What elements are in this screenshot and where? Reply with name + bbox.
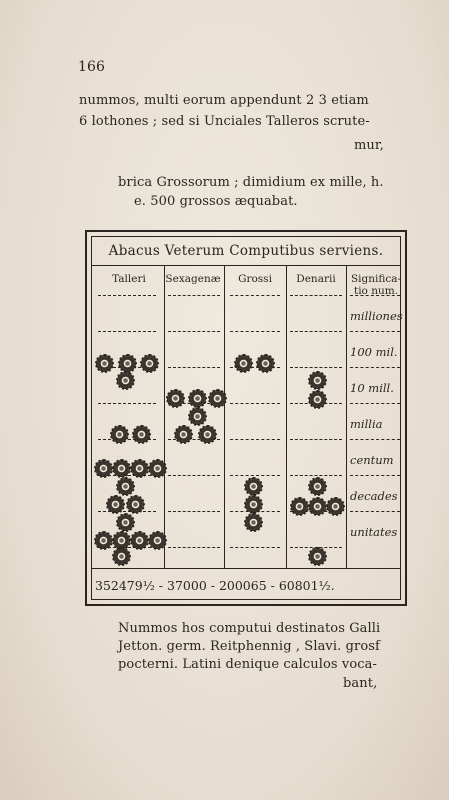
col-divider: [286, 265, 287, 569]
abacus-counter-icon: [132, 461, 147, 476]
row-label-centum: centum: [350, 453, 394, 467]
abacus-counter-icon: [128, 497, 143, 512]
abacus-line: [350, 403, 400, 404]
abacus-line: [290, 367, 342, 368]
text-line-5: e. 500 grossos æquabat.: [134, 194, 298, 209]
abacus-counter-icon: [310, 549, 325, 564]
abacus-line: [98, 403, 156, 404]
col-header-sexagenae: Sexagenæ: [165, 273, 221, 285]
abacus-line: [230, 331, 280, 332]
abacus-line: [350, 475, 400, 476]
abacus-counter-icon: [310, 479, 325, 494]
abacus-counter-icon: [120, 356, 135, 371]
abacus-line: [230, 295, 280, 296]
abacus-counter-icon: [96, 461, 111, 476]
abacus-counter-icon: [134, 427, 149, 442]
abacus-line: [230, 475, 280, 476]
abacus-counter-icon: [150, 461, 165, 476]
col-divider: [164, 265, 165, 569]
abacus-totals: 352479½ - 37000 - 200065 - 60801½.: [95, 578, 335, 593]
abacus-line: [168, 295, 220, 296]
abacus-counter-icon: [310, 373, 325, 388]
abacus-counter-icon: [114, 549, 129, 564]
col-header-denarii: Denarii: [296, 273, 336, 285]
col-divider: [346, 265, 347, 569]
abacus-counter-icon: [168, 391, 183, 406]
row-label-10mill: 10 mill.: [350, 381, 394, 395]
abacus-line: [290, 439, 342, 440]
totals-rule: [92, 568, 400, 569]
abacus-line: [168, 547, 220, 548]
col-header-significatio: Significa-tio num.: [350, 273, 402, 297]
abacus-counter-icon: [258, 356, 273, 371]
abacus-counter-icon: [246, 497, 261, 512]
abacus-line: [350, 439, 400, 440]
abacus-line: [230, 547, 280, 548]
text-line-1: nummos, multi eorum appendunt 2 3 etiam: [79, 93, 369, 108]
abacus-counter-icon: [246, 479, 261, 494]
row-label-millia: millia: [350, 417, 383, 431]
abacus-counter-icon: [108, 497, 123, 512]
abacus-line: [350, 295, 400, 296]
abacus-line: [168, 511, 220, 512]
abacus-counter-icon: [114, 461, 129, 476]
abacus-line: [290, 331, 342, 332]
text-line-9: bant,: [343, 676, 378, 691]
abacus-inner: [91, 236, 401, 600]
abacus-counter-icon: [236, 356, 251, 371]
text-line-2: 6 lothones ; sed si Unciales Talleros scrute-: [79, 114, 370, 129]
abacus-counter-icon: [96, 533, 111, 548]
abacus-counter-icon: [190, 391, 205, 406]
abacus-counter-icon: [310, 392, 325, 407]
abacus-title: Abacus Veterum Computibus serviens.: [108, 243, 384, 259]
text-line-4: brica Grossorum ; dimidium ex mille, h.: [118, 175, 384, 190]
abacus-line: [350, 511, 400, 512]
abacus-counter-icon: [190, 409, 205, 424]
col-header-talleri: Talleri: [112, 273, 146, 285]
abacus-counter-icon: [97, 356, 112, 371]
abacus-line: [98, 331, 156, 332]
abacus-line: [230, 403, 280, 404]
abacus-line: [290, 475, 342, 476]
abacus-line: [350, 331, 400, 332]
abacus-counter-icon: [150, 533, 165, 548]
abacus-counter-icon: [114, 533, 129, 548]
abacus-counter-icon: [118, 479, 133, 494]
abacus-line: [230, 439, 280, 440]
row-label-100mil: 100 mil.: [350, 345, 398, 359]
text-line-3: mur,: [354, 138, 385, 153]
abacus-counter-icon: [118, 515, 133, 530]
row-label-unitates: unitates: [350, 525, 398, 539]
abacus-line: [168, 331, 220, 332]
col-divider: [224, 265, 225, 569]
abacus-counter-icon: [292, 499, 307, 514]
abacus-line: [98, 295, 156, 296]
abacus-counter-icon: [210, 391, 225, 406]
col-header-grossi: Grossi: [238, 273, 272, 285]
text-line-6: Nummos hos computui destinatos Galli: [118, 621, 381, 636]
abacus-line: [98, 511, 156, 512]
row-label-decades: decades: [350, 489, 398, 503]
abacus-line: [350, 367, 400, 368]
page-number: 166: [78, 59, 106, 75]
abacus-counter-icon: [200, 427, 215, 442]
abacus-counter-icon: [132, 533, 147, 548]
abacus-counter-icon: [112, 427, 127, 442]
title-rule: [92, 265, 400, 266]
text-line-7: Jetton. germ. Reitphennig , Slavi. grosf: [118, 639, 380, 654]
abacus-counter-icon: [176, 427, 191, 442]
abacus-counter-icon: [246, 515, 261, 530]
abacus-counter-icon: [310, 499, 325, 514]
abacus-counter-icon: [118, 373, 133, 388]
row-label-milliones: milliones: [350, 309, 403, 323]
abacus-line: [168, 367, 220, 368]
abacus-counter-icon: [142, 356, 157, 371]
abacus-line: [290, 295, 342, 296]
abacus-line: [168, 475, 220, 476]
abacus-counter-icon: [328, 499, 343, 514]
text-line-8: pocterni. Latini denique calculos voca-: [118, 657, 377, 672]
abacus-table: [85, 230, 407, 606]
